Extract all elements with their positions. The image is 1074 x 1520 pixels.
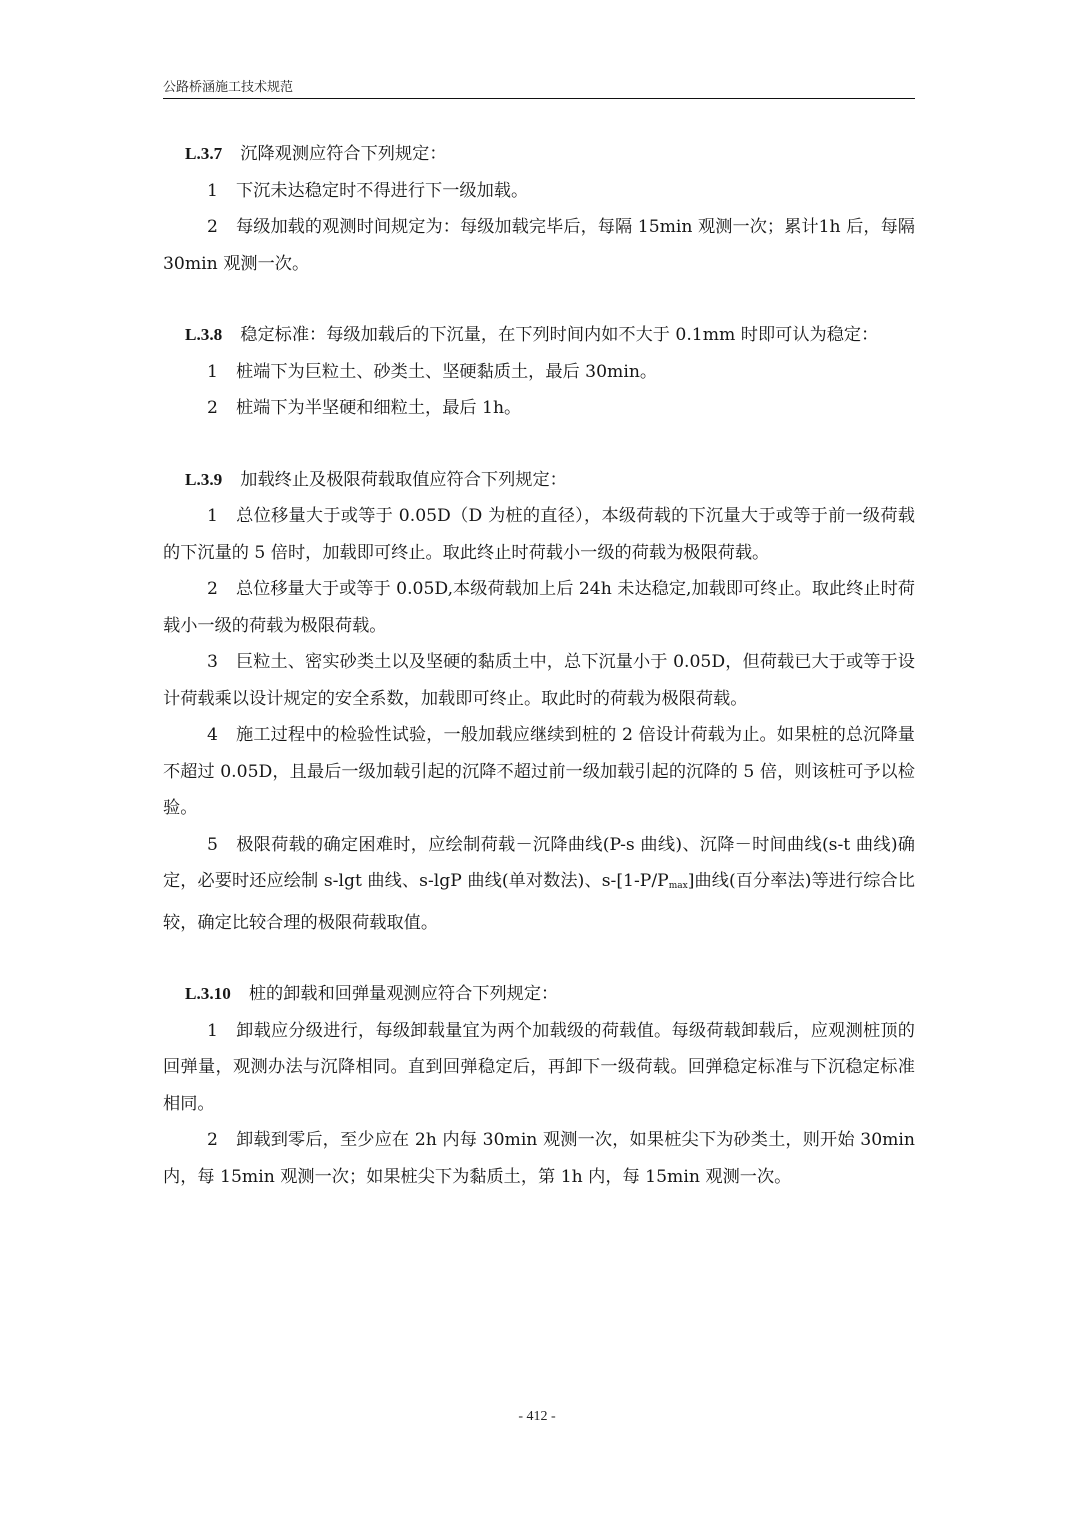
clause-l-3-8 bbox=[163, 317, 915, 427]
item-number: 2 bbox=[207, 217, 218, 237]
item-text: 每级加载的观测时间规定为：每级加载完毕后，每隔 15min 观测一次；累计1h 后，每隔 30min 观测一次。 bbox=[163, 217, 915, 274]
item-text-part: ]曲线(百分率法)等进行综合比较，确定比较合理的极限荷载取值。 bbox=[163, 871, 915, 933]
clause-title: 桩的卸载和回弹量观测应符合下列规定： bbox=[248, 984, 559, 1004]
list-item bbox=[163, 644, 915, 717]
item-text: 桩端下为半坚硬和细粒土，最后 1h。 bbox=[235, 398, 522, 418]
list-item bbox=[163, 209, 915, 282]
item-number: 1 bbox=[207, 1020, 218, 1041]
item-number: 4 bbox=[207, 725, 218, 745]
item-number: 2 bbox=[207, 579, 218, 599]
list-item bbox=[163, 498, 915, 571]
clause-number: L.3.8 bbox=[185, 325, 223, 344]
clause-l-3-10 bbox=[163, 976, 915, 1195]
clause-l-3-9 bbox=[163, 462, 915, 942]
clause-number: L.3.10 bbox=[185, 984, 231, 1003]
clause-heading bbox=[163, 976, 915, 1013]
item-text: 卸载应分级进行，每级卸载量宜为两个加载级的荷载值。每级荷载卸载后，应观测桩顶的回弹量，观测办法与沉降相同。直到回弹稳定后，再卸下一级荷载。回弹稳定标准与下沉稳定标准相同。 bbox=[163, 1020, 915, 1114]
item-text: 桩端下为巨粒土、砂类土、坚硬黏质土，最后 30min。 bbox=[235, 361, 658, 382]
header-rule bbox=[163, 98, 915, 99]
subscript-max: max bbox=[668, 881, 688, 891]
list-item bbox=[163, 1013, 915, 1123]
clause-heading bbox=[163, 462, 915, 499]
item-text-part: 极限荷载的确定困难时，应绘制荷载－沉降曲线(P-s 曲线)、沉降－时间曲线(s-t 曲线)确定，必要时还应绘制 s-lgt 曲线、s-lgP 曲线(单对数法)、s-[1-P/P bbox=[163, 834, 915, 891]
page-number: - 412 - bbox=[518, 1409, 556, 1424]
item-text: 卸载到零后，至少应在 2h 内每 30min 观测一次，如果桩尖下为砂类土，则开始 30min 内，每 15min 观测一次；如果桩尖下为黏质土，第 1h 内，每 15min 观测一次。 bbox=[163, 1130, 915, 1187]
item-number: 3 bbox=[207, 652, 218, 672]
page-body bbox=[163, 136, 915, 1230]
clause-title: 稳定标准：每级加载后的下沉量，在下列时间内如不大于 0.1mm 时即可认为稳定： bbox=[240, 325, 879, 345]
list-item bbox=[163, 354, 915, 391]
list-item bbox=[163, 717, 915, 827]
item-text: 总位移量大于或等于 0.05D（D 为桩的直径），本级荷载的下沉量大于或等于前一级荷载的下沉量的 5 倍时，加载即可终止。取此终止时荷载小一级的荷载为极限荷载。 bbox=[163, 506, 915, 563]
clause-title: 加载终止及极限荷载取值应符合下列规定： bbox=[240, 469, 567, 490]
list-item bbox=[163, 390, 915, 427]
clause-heading bbox=[163, 317, 915, 354]
list-item bbox=[163, 827, 915, 942]
clause-title: 沉降观测应符合下列规定： bbox=[240, 144, 447, 164]
item-number: 1 bbox=[207, 506, 218, 526]
list-item bbox=[163, 173, 915, 210]
clause-l-3-7 bbox=[163, 136, 915, 282]
list-item bbox=[163, 571, 915, 644]
item-number: 1 bbox=[207, 361, 218, 382]
item-number: 5 bbox=[207, 834, 218, 855]
clause-number: L.3.9 bbox=[185, 469, 223, 489]
item-number: 2 bbox=[207, 1130, 218, 1150]
running-header: 公路桥涵施工技术规范 bbox=[163, 80, 294, 95]
item-text: 下沉未达稳定时不得进行下一级加载。 bbox=[235, 180, 529, 201]
item-number: 2 bbox=[207, 398, 218, 418]
list-item bbox=[163, 1122, 915, 1195]
clause-heading bbox=[163, 136, 915, 173]
item-number: 1 bbox=[207, 180, 218, 201]
item-text: 巨粒土、密实砂类土以及坚硬的黏质土中，总下沉量小于 0.05D，但荷载已大于或等于设计荷载乘以设计规定的安全系数，加载即可终止。取此时的荷载为极限荷载。 bbox=[163, 652, 915, 709]
clause-number: L.3.7 bbox=[185, 144, 223, 163]
item-text: 总位移量大于或等于 0.05D,本级荷载加上后 24h 未达稳定,加载即可终止。取此终止时荷载小一级的荷载为极限荷载。 bbox=[163, 579, 915, 636]
item-text: 施工过程中的检验性试验，一般加载应继续到桩的 2 倍设计荷载为止。如果桩的总沉降量不超过 0.05D，且最后一级加载引起的沉降不超过前一级加载引起的沉降的 5 倍，则该桩可予以检验。 bbox=[163, 725, 915, 818]
